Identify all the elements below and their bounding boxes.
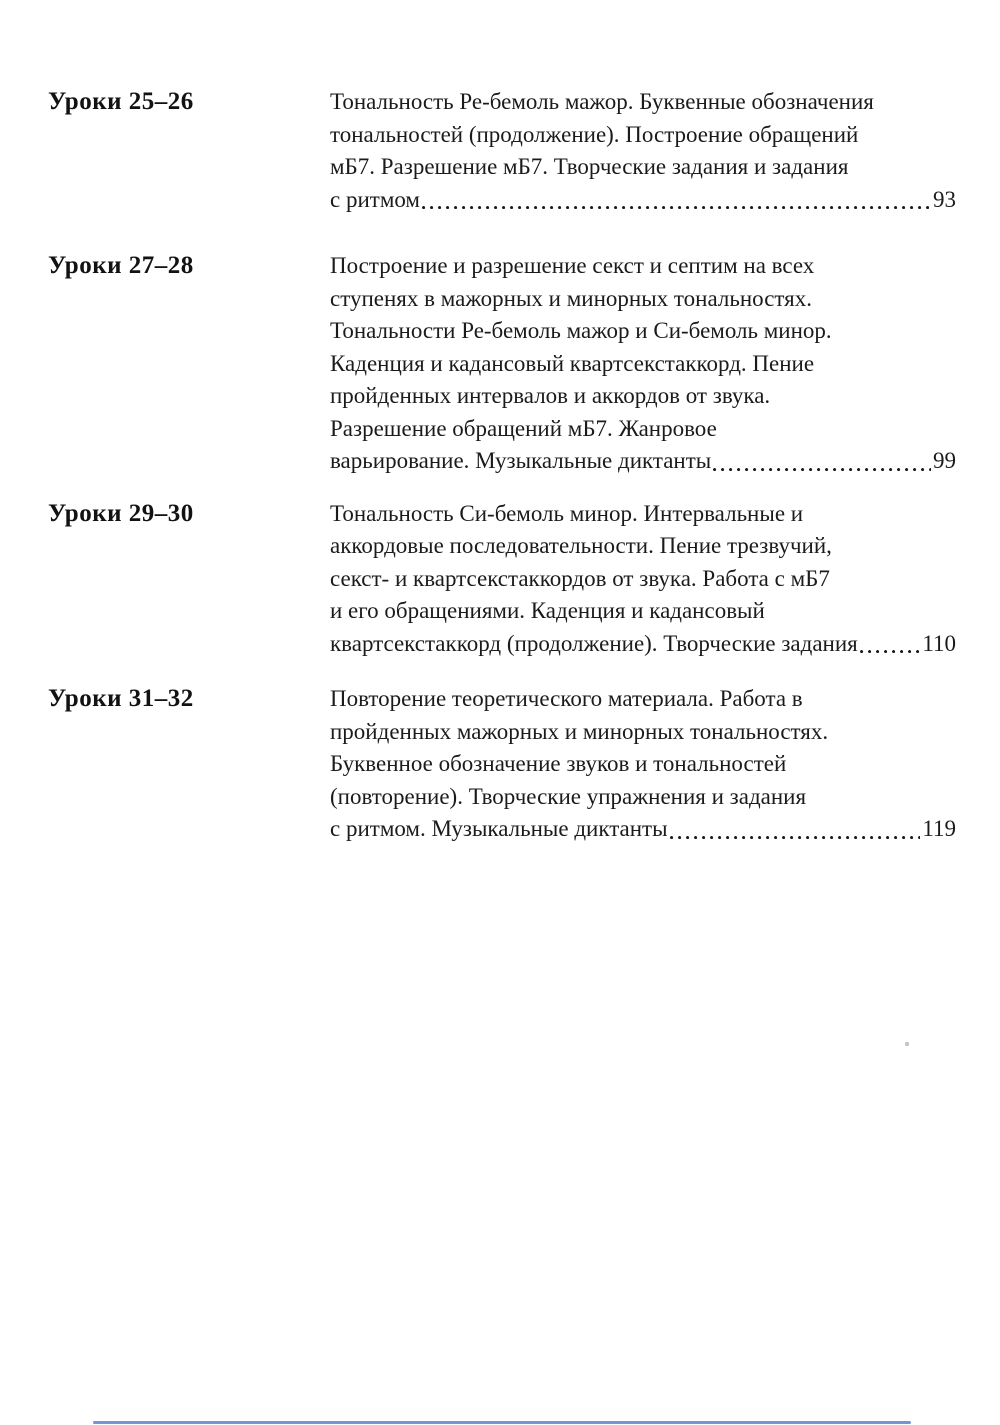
description-line: пройденных интервалов и аккордов от звука. bbox=[330, 383, 771, 408]
description-last-line bbox=[330, 184, 956, 217]
description-line: (повторение). Творческие упражнения и задания bbox=[330, 783, 807, 809]
toc-entry bbox=[48, 250, 956, 478]
description-last-line bbox=[330, 628, 956, 661]
lesson-range-label: Уроки 31–32 bbox=[48, 685, 194, 712]
description-line: Каденция и кадансовый квартсекстаккорд. Пение bbox=[330, 350, 815, 376]
description-line: Повторение теоретического материала. Работа в bbox=[330, 686, 803, 711]
scan-artifact-speck bbox=[905, 1042, 909, 1046]
description-line: аккордовые последовательности. Пение трезвучий, bbox=[330, 533, 832, 558]
entry-description bbox=[330, 683, 956, 846]
description-line: Тональность Ре-бемоль мажор. Буквенные обозначения bbox=[330, 89, 874, 114]
description-line-text: с ритмом. Музыкальные диктанты bbox=[330, 816, 668, 841]
description-line: пройденных мажорных и минорных тональностях. bbox=[330, 718, 829, 744]
toc-entry bbox=[48, 683, 956, 846]
entry-description bbox=[330, 498, 956, 661]
page-number: 119 bbox=[922, 816, 956, 841]
page-number: 93 bbox=[933, 186, 956, 212]
description-line-text: квартсекстаккорд (продолжение). Творческие задания bbox=[330, 630, 858, 656]
description-line: Построение и разрешение секст и септим на всех bbox=[330, 253, 815, 278]
lesson-range-label: Уроки 29–30 bbox=[48, 499, 194, 527]
description-line-text: с ритмом bbox=[330, 186, 420, 212]
description-line: тональностей (продолжение). Построение обращений bbox=[330, 121, 859, 147]
description-line: Тональности Ре-бемоль мажор и Си-бемоль минор. bbox=[330, 318, 832, 343]
entry-description bbox=[330, 86, 956, 216]
description-last-line bbox=[330, 813, 956, 846]
table-of-contents bbox=[48, 86, 956, 846]
description-line: Тональность Си-бемоль минор. Интервальные и bbox=[330, 500, 804, 526]
scan-artifact-bottom-line bbox=[93, 1421, 911, 1424]
description-line: мБ7. Разрешение мБ7. Творческие задания и задания bbox=[330, 154, 849, 179]
description-line: и его обращениями. Каденция и кадансовый bbox=[330, 598, 765, 623]
description-line: Буквенное обозначение звуков и тональностей bbox=[330, 751, 787, 776]
toc-entry bbox=[48, 86, 956, 216]
description-line-text: варьирование. Музыкальные диктанты bbox=[330, 448, 712, 473]
lesson-range-label: Уроки 25–26 bbox=[48, 88, 194, 115]
description-line: Разрешение обращений мБ7. Жанровое bbox=[330, 415, 717, 441]
page-number: 99 bbox=[933, 448, 956, 473]
lesson-range-label: Уроки 27–28 bbox=[48, 252, 194, 279]
description-line: ступенях в мажорных и минорных тональностях. bbox=[330, 285, 813, 311]
description-last-line bbox=[330, 445, 956, 478]
toc-entry bbox=[48, 498, 956, 661]
entry-description bbox=[330, 250, 956, 478]
description-line: секст- и квартсекстаккордов от звука. Работа с мБ7 bbox=[330, 565, 830, 591]
page-number: 110 bbox=[922, 630, 956, 656]
